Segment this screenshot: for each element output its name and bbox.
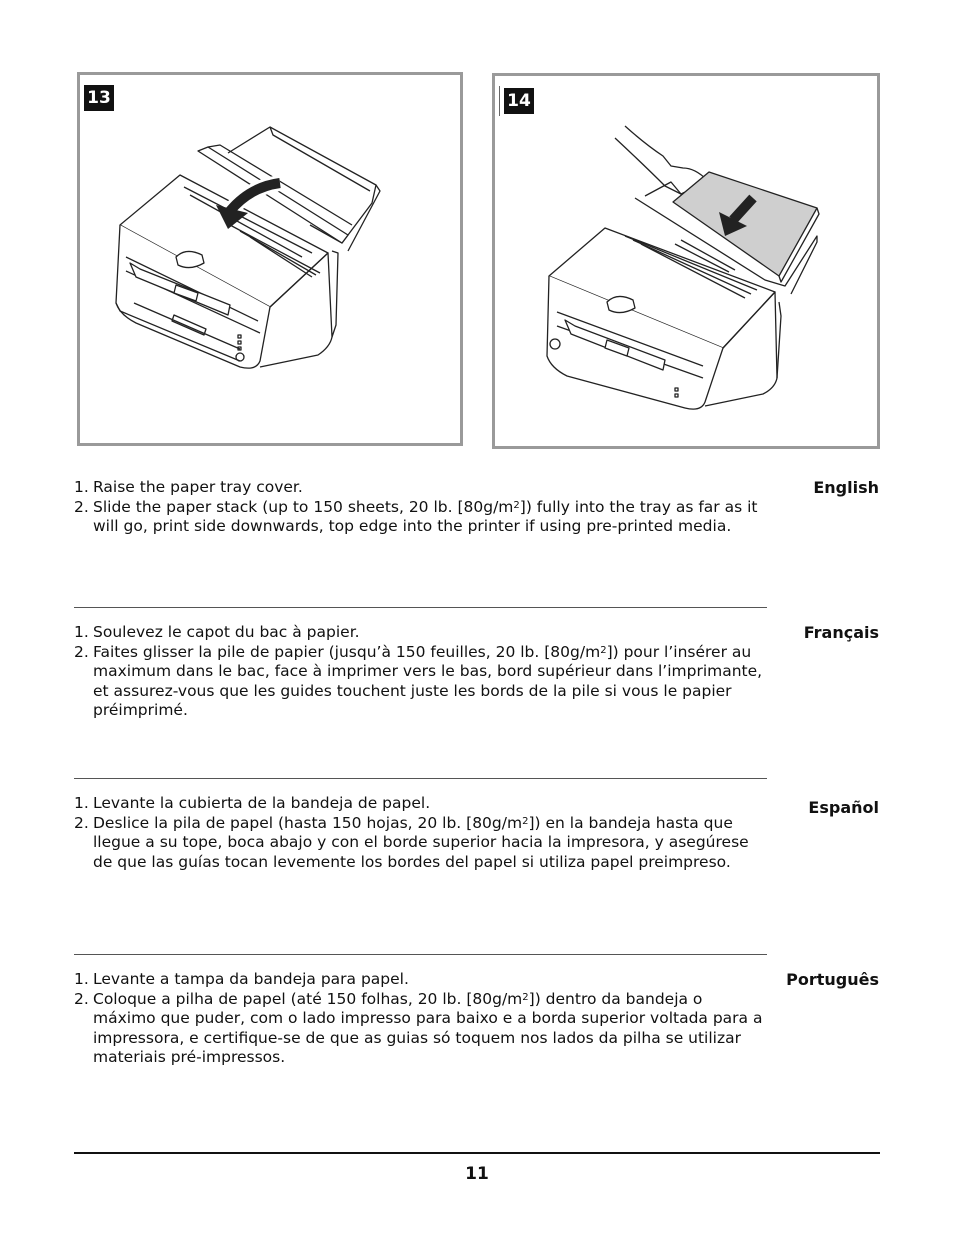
page-number: 11 [465,1164,489,1184]
printer-raise-cover-illustration [80,75,460,443]
list-item [74,623,764,643]
figure-13-panel [77,72,463,446]
superscript: 2 [600,644,607,656]
section-divider [74,607,767,608]
superscript: 2 [513,499,520,511]
language-label: Français [803,623,879,642]
step-text-post: ]) dentro da bandeja o máximo que puder, com o lado impresso para baixo e a borda superior voltada para a impressora, e certifique-se de que as guias só toquem nos lados da pilha se utilizar materiais pré-impressos. [93,989,763,1066]
step-text-post: ]) fully into the tray as far as it will go, print side downwards, top edge into the printer if using pre-printed media. [93,497,758,535]
language-label: Español [808,798,879,817]
step-number: 1. [74,794,89,812]
list-item [74,794,764,814]
step-badge-13: 13 [84,85,114,111]
list-item [74,990,764,1068]
step-number: 2. [74,497,89,516]
step-text: Soulevez le capot du bac à papier. [93,623,360,641]
step-number: 2. [74,813,89,832]
figure-14-panel [492,73,880,449]
printer-load-paper-illustration [495,76,877,446]
steps-list [74,794,764,872]
step-number: 1. [74,970,89,988]
step-text: Levante a tampa da bandeja para papel. [93,970,409,988]
step-number: 2. [74,642,89,661]
step-number: 1. [74,478,89,496]
step-text-post: ]) en la bandeja hasta que llegue a su tope, boca abajo y con el borde superior hacia la impresora, y asegúrese de que las guías tocan levemente los bordes del papel si utiliza papel preimpreso. [93,813,749,871]
list-item [74,478,764,498]
footer-divider [74,1152,880,1154]
steps-list [74,478,764,537]
list-item [74,498,764,537]
step-text: Levante la cubierta de la bandeja de papel. [93,794,431,812]
step-text-pre: Coloque a pilha de papel (até 150 folhas, 20 lb. [80g/m [93,989,523,1008]
step-number: 2. [74,989,89,1008]
steps-list [74,623,764,721]
list-item [74,643,764,721]
step-text-pre: Slide the paper stack (up to 150 sheets, 20 lb. [80g/m [93,497,514,516]
superscript: 2 [522,991,529,1003]
section-divider [74,954,767,955]
step-text-pre: Faites glisser la pile de papier (jusqu’à 150 feuilles, 20 lb. [80g/m [93,642,601,661]
step-text: Raise the paper tray cover. [93,478,303,496]
step-number: 1. [74,623,89,641]
step-text-post: ]) pour l’insérer au maximum dans le bac, face à imprimer vers le bas, bord supérieur dans l’imprimante, et assurez-vous que les guides touchent juste les bords de la pile si vous le papier préimprimé. [93,642,763,719]
superscript: 2 [522,815,529,827]
step-badge-14: 14 [504,88,534,114]
section-divider [74,778,767,779]
language-label: English [813,478,879,497]
language-label: Português [786,970,879,989]
steps-list [74,970,764,1068]
step-text-pre: Deslice la pila de papel (hasta 150 hojas, 20 lb. [80g/m [93,813,523,832]
list-item [74,970,764,990]
list-item [74,814,764,873]
